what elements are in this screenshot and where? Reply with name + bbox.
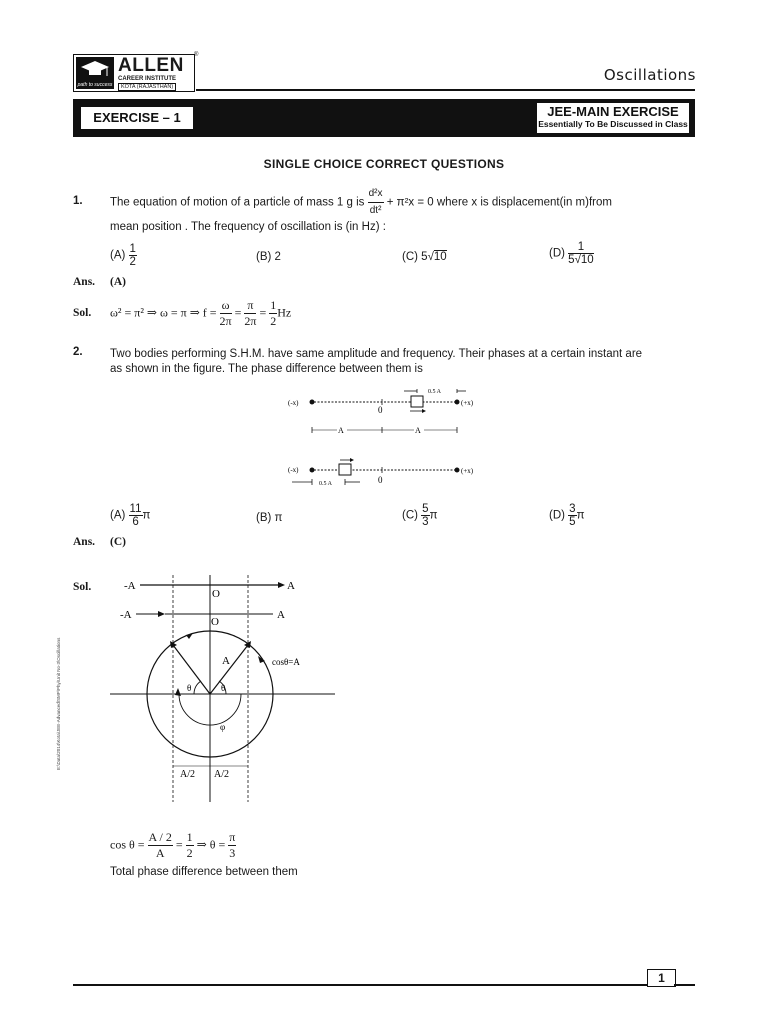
- option-fraction: [568, 503, 576, 528]
- zero-label: 0: [378, 475, 383, 485]
- option-a[interactable]: [110, 503, 150, 528]
- neg-x-label: (-x): [288, 399, 299, 407]
- arrowhead-icon: [350, 458, 354, 462]
- frac-num: 1: [129, 243, 136, 255]
- sol-fraction: [228, 830, 236, 861]
- arrowhead-icon: [175, 688, 181, 696]
- pos-a-label: A: [287, 580, 295, 592]
- option-c[interactable]: [402, 503, 438, 528]
- section-title: SINGLE CHOICE CORRECT QUESTIONS: [263, 157, 505, 171]
- logo-name: ALLEN: [118, 55, 184, 76]
- question-text: as shown in the figure. The phase difference between them is: [110, 363, 423, 375]
- sol-fraction: [186, 830, 194, 861]
- footer-rule: [674, 984, 695, 986]
- frac-num: 1: [568, 241, 594, 254]
- cos-label: cosθ=A: [272, 657, 300, 667]
- registered-mark: ®: [194, 52, 199, 58]
- arrowhead-icon: [158, 611, 165, 617]
- question-text: mean position . The frequency of oscillation is (in Hz) :: [110, 221, 386, 233]
- frac-den: 2π: [219, 314, 232, 328]
- frac-den: 3: [422, 516, 429, 528]
- footer-rule: [73, 984, 647, 986]
- frac-num: π: [229, 830, 236, 844]
- sol-fraction: [220, 298, 232, 329]
- sol-unit: Hz: [277, 305, 292, 320]
- option-fraction: [129, 503, 143, 528]
- chapter-title: Oscillations: [603, 66, 696, 84]
- solution-line: [110, 298, 291, 329]
- neg-a-label: -A: [124, 580, 136, 592]
- jee-subtitle: Essentially To Be Discussed in Class: [538, 119, 688, 129]
- option-b[interactable]: (B) π: [256, 512, 283, 524]
- exercise-banner: [73, 99, 695, 137]
- frac-den: 5: [569, 516, 576, 528]
- half-label: A/2: [214, 769, 229, 780]
- theta-label: θ: [221, 683, 226, 693]
- header-rule: [196, 89, 695, 91]
- q1-text-part: The equation of motion of a particle of mass 1 g is: [110, 196, 365, 209]
- question-number: 2.: [73, 346, 83, 358]
- derivative-fraction: [368, 186, 384, 219]
- half-a-label: 0.5 A: [319, 481, 333, 487]
- half-label: A/2: [180, 769, 195, 780]
- logo-city: KOTA (RAJASTHAN): [118, 83, 176, 91]
- logo-tagline: path to success: [77, 82, 113, 88]
- option-c[interactable]: [402, 251, 447, 263]
- page-number: 1: [647, 969, 676, 987]
- end-dot: [310, 468, 315, 473]
- logo-subtitle: CAREER INSTITUTE: [118, 76, 177, 82]
- jee-title: JEE-MAIN EXERCISE: [547, 104, 679, 119]
- option-label: (A): [110, 509, 126, 522]
- option-label: (D): [549, 509, 565, 522]
- arrowhead-icon: [278, 582, 285, 588]
- option-label: (A): [110, 249, 126, 262]
- frac-num: 1: [186, 830, 193, 844]
- theta-label: θ: [187, 683, 192, 693]
- shm-figure: [280, 380, 500, 492]
- neg-x-label: (-x): [288, 466, 299, 474]
- file-path-text: E:\Data\2014\Kota\JEE-Advanced\SMP\Phy\Unit No-3\Oscillations: [56, 637, 61, 770]
- frac-den: dt²: [369, 205, 382, 216]
- option-fraction: [129, 243, 137, 268]
- solution-label: Sol.: [73, 307, 92, 319]
- theta-arc: [194, 681, 201, 694]
- frac-num: d²x: [368, 186, 384, 203]
- answer-value: (C): [110, 536, 126, 548]
- solution-line: [110, 830, 236, 861]
- frac-den: 6: [132, 516, 139, 528]
- option-fraction: [568, 241, 594, 266]
- option-b[interactable]: (B) 2: [256, 251, 281, 263]
- pi-symbol: π: [142, 509, 151, 522]
- pos-x-label: (+x): [461, 399, 474, 407]
- option-label: (C): [402, 251, 418, 263]
- frac-den: 2: [186, 846, 193, 860]
- jee-main-box: [537, 103, 689, 133]
- option-d[interactable]: [549, 503, 585, 528]
- exercise-label: EXERCISE – 1: [81, 107, 193, 129]
- origin-label: O: [212, 588, 220, 600]
- frac-den: 2: [270, 314, 277, 328]
- frac-num: 1: [270, 298, 277, 312]
- origin-label: O: [211, 616, 219, 628]
- half-a-label: 0.5 A: [428, 389, 442, 395]
- logo-emblem-icon: [76, 57, 114, 89]
- frac-den: 5√10: [568, 254, 594, 266]
- q1-text-part: + π²x = 0 where x is displacement(in m)from: [386, 196, 612, 209]
- sol-eq: =: [259, 305, 267, 320]
- frac-num: π: [244, 298, 256, 314]
- option-d[interactable]: [549, 241, 594, 266]
- pos-a-label: A: [277, 609, 285, 621]
- question-text: [110, 186, 612, 219]
- end-dot: [455, 400, 460, 405]
- end-dot: [455, 468, 460, 473]
- phasor-diagram: [110, 570, 340, 810]
- answer-value: (A): [110, 276, 126, 288]
- option-label: (D): [549, 247, 565, 260]
- frac-den: 2π: [244, 314, 257, 328]
- sol-text: cos θ =: [110, 837, 145, 852]
- radius-label: A: [222, 655, 230, 667]
- solution-text: Total phase difference between them: [110, 866, 298, 878]
- pi-symbol: π: [576, 509, 585, 522]
- frac-num: A / 2: [148, 830, 172, 844]
- frac-den: A: [155, 846, 165, 860]
- phasor-line: [173, 645, 210, 694]
- arrowhead-icon: [422, 409, 426, 413]
- cap-icon: [76, 57, 114, 81]
- sol-eq: =: [234, 305, 242, 320]
- sol-text: ⇒ θ =: [196, 837, 226, 852]
- sqrt-icon: √: [427, 251, 434, 263]
- answer-label: Ans.: [73, 276, 96, 288]
- radicand: 10: [433, 251, 447, 263]
- option-a[interactable]: [110, 243, 137, 268]
- body-block: [339, 464, 351, 475]
- allen-logo: [73, 54, 195, 92]
- neg-a-label: -A: [120, 609, 132, 621]
- sol-text: ω² = π² ⇒ ω = π ⇒ f =: [110, 305, 217, 320]
- sol-fraction: [244, 298, 256, 329]
- pos-x-label: (+x): [461, 467, 474, 475]
- amplitude-label: A: [415, 426, 421, 435]
- option-value: 5: [421, 251, 428, 263]
- option-label: (C): [402, 509, 418, 522]
- frac-num: ω: [220, 298, 232, 314]
- pi-symbol: π: [429, 509, 438, 522]
- amplitude-label: A: [338, 426, 344, 435]
- sol-fraction: [148, 830, 173, 861]
- question-text: Two bodies performing S.H.M. have same amplitude and frequency. Their phases at a certain instant are: [110, 348, 643, 360]
- frac-num: 11: [129, 503, 142, 515]
- phi-label: φ: [220, 722, 226, 732]
- frac-den: 2: [129, 256, 136, 268]
- zero-label: 0: [378, 405, 383, 415]
- end-dot: [310, 400, 315, 405]
- answer-label: Ans.: [73, 536, 96, 548]
- solution-label: Sol.: [73, 581, 92, 593]
- option-fraction: [421, 503, 429, 528]
- sol-eq: =: [175, 837, 183, 852]
- frac-num: 3: [569, 503, 576, 515]
- body-block: [411, 396, 423, 407]
- frac-den: 3: [229, 846, 236, 860]
- phasor-line: [210, 645, 248, 694]
- frac-num: 5: [422, 503, 429, 515]
- question-number: 1.: [73, 195, 83, 207]
